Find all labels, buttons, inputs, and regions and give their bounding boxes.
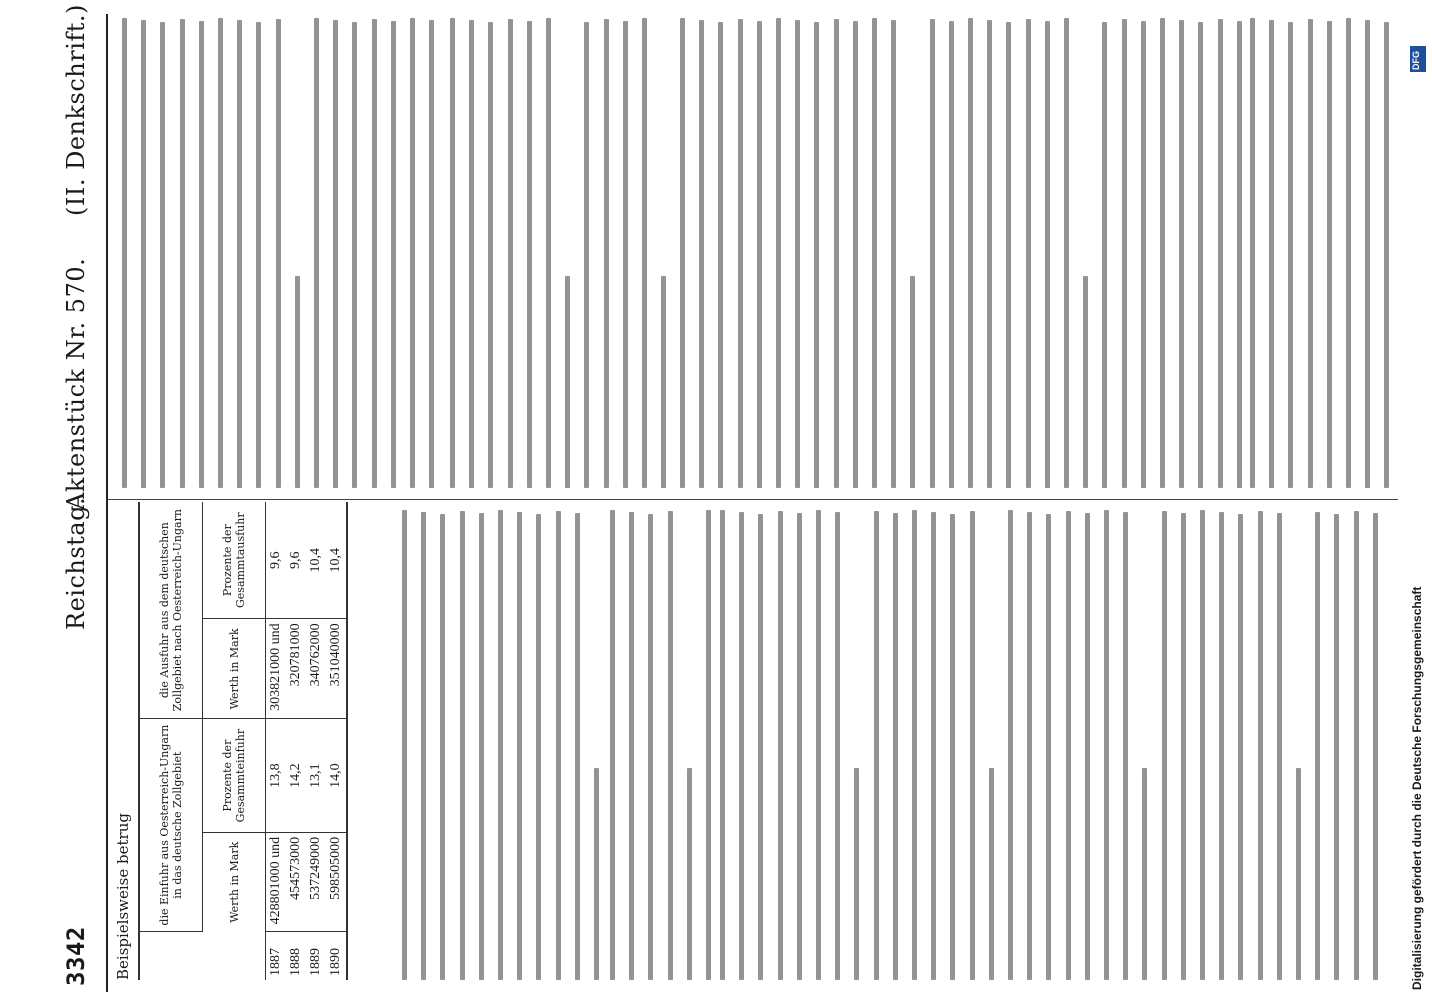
illegible-text-line [835, 512, 840, 980]
import-share-header: Prozente der Gesammteinfuhr [203, 719, 266, 833]
illegible-text-line [1026, 19, 1031, 488]
export-value-cell: 320781000 [286, 619, 306, 719]
illegible-text-line [718, 22, 723, 488]
illegible-text-line [874, 511, 879, 980]
table-row [326, 502, 347, 980]
import-share-cell: 13,1 [306, 719, 326, 833]
illegible-text-line [872, 18, 877, 488]
dfg-logo [1410, 46, 1426, 72]
illegible-text-line [757, 21, 762, 488]
illegible-text-line [122, 18, 127, 488]
illegible-text-line [1258, 511, 1263, 980]
illegible-text-line [575, 513, 580, 980]
table-row [286, 502, 306, 980]
illegible-text-line [738, 19, 743, 488]
import-value-cell: 428801000 und [266, 832, 287, 931]
illegible-text-line [352, 22, 357, 488]
illegible-text-line [1269, 20, 1274, 488]
illegible-text-line [912, 510, 917, 980]
act-number: Aktenstück Nr. 570. [62, 257, 90, 510]
year-cell: 1890 [326, 932, 347, 981]
illegible-text-line [834, 19, 839, 488]
illegible-text-line [1346, 18, 1351, 488]
illegible-text-line [797, 513, 802, 980]
illegible-text-line [720, 510, 725, 980]
illegible-text-line [565, 276, 570, 488]
illegible-text-line [1308, 19, 1313, 488]
illegible-text-line [1046, 514, 1051, 980]
illegible-text-line [623, 21, 628, 488]
illegible-text-line [1123, 512, 1128, 980]
illegible-text-line [968, 18, 973, 488]
illegible-text-line [594, 768, 599, 980]
chamber-name: Reichstag. [62, 496, 90, 630]
illegible-text-line [141, 20, 146, 488]
illegible-text-line [479, 513, 484, 980]
import-value-cell: 598505000 [326, 832, 347, 931]
page-number: 3342 [62, 926, 90, 986]
illegible-text-line [517, 512, 522, 980]
illegible-text-line [180, 19, 185, 488]
illegible-text-line [816, 510, 821, 980]
illegible-text-line [1334, 514, 1339, 980]
illegible-text-line [893, 513, 898, 980]
import-share-cell: 14,2 [286, 719, 306, 833]
export-share-cell: 9,6 [286, 502, 306, 619]
year-cell: 1889 [308, 948, 323, 976]
year-cell: 1887 [268, 948, 283, 976]
illegible-text-line [391, 21, 396, 488]
illegible-text-line [1354, 511, 1359, 980]
table-caption: Beispielsweise betrug [114, 813, 132, 980]
illegible-text-line [314, 18, 319, 488]
illegible-text-line [1160, 18, 1165, 488]
import-value-header: Werth in Mark [203, 832, 266, 931]
illegible-text-line [372, 19, 377, 488]
illegible-text-line [910, 276, 915, 488]
illegible-text-line [333, 20, 338, 488]
year-column-header [139, 932, 266, 981]
illegible-text-line [536, 514, 541, 980]
illegible-text-line [1200, 510, 1205, 980]
import-share-cell: 13,8 [266, 719, 287, 833]
table-row [306, 502, 326, 980]
export-share-cell: 9,6 [266, 502, 287, 619]
import-value-cell: 537249000 [306, 832, 326, 931]
illegible-text-line [160, 22, 165, 488]
illegible-text-line [199, 21, 204, 488]
illegible-text-line [778, 511, 783, 980]
illegible-text-line [1315, 512, 1320, 980]
illegible-text-line [854, 768, 859, 980]
illegible-text-line [680, 18, 685, 488]
trade-statistics-table [138, 502, 348, 980]
illegible-text-line [795, 20, 800, 488]
illegible-text-line [1365, 20, 1370, 488]
illegible-text-line [604, 19, 609, 488]
illegible-text-line [1219, 512, 1224, 980]
illegible-text-line [1085, 513, 1090, 980]
illegible-text-line [1142, 768, 1147, 980]
illegible-text-line [970, 511, 975, 980]
illegible-text-line [429, 20, 434, 488]
illegible-text-line [1218, 19, 1223, 488]
illegible-text-line [987, 20, 992, 488]
illegible-text-line [1198, 22, 1203, 488]
export-share-cell: 10,4 [326, 502, 347, 619]
illegible-text-line [450, 18, 455, 488]
illegible-text-line [706, 510, 711, 980]
illegible-text-line [1181, 513, 1186, 980]
export-value-header: Werth in Mark [203, 619, 266, 719]
digitization-credit: Digitalisierung gefördert durch die Deutsche Forschungsgemeinschaft [1410, 586, 1424, 990]
export-group-header: die Ausfuhr aus dem deutschen Zollgebiet nach Oesterreich-Ungarn [139, 502, 203, 719]
illegible-text-line [498, 510, 503, 980]
illegible-text-line [1102, 22, 1107, 488]
year-cell: 1888 [288, 948, 303, 976]
illegible-text-line [527, 21, 532, 488]
illegible-text-line [421, 512, 426, 980]
import-share-cell: 14,0 [326, 719, 347, 833]
illegible-text-line [1250, 18, 1255, 488]
illegible-text-line [584, 22, 589, 488]
illegible-text-line [776, 18, 781, 488]
export-value-cell: 351040000 [326, 619, 347, 719]
document-note: (II. Denkschrift.) [62, 4, 90, 216]
illegible-text-line [1162, 511, 1167, 980]
illegible-text-line [469, 20, 474, 488]
illegible-text-line [295, 276, 300, 488]
illegible-text-line [1179, 20, 1184, 488]
illegible-text-line [814, 22, 819, 488]
illegible-text-line [410, 18, 415, 488]
illegible-text-line [1277, 513, 1282, 980]
illegible-text-line [687, 768, 692, 980]
running-head [62, 4, 102, 986]
illegible-text-line [1045, 21, 1050, 488]
illegible-text-line [642, 18, 647, 488]
illegible-text-line [891, 20, 896, 488]
illegible-text-line [1008, 510, 1013, 980]
import-value-cell: 454573000 [286, 832, 306, 931]
illegible-text-line [668, 511, 673, 980]
illegible-text-line [1288, 22, 1293, 488]
illegible-text-line [758, 514, 763, 980]
column-divider [108, 499, 1398, 500]
illegible-text-line [1064, 18, 1069, 488]
illegible-text-line [460, 511, 465, 980]
illegible-text-line [629, 512, 634, 980]
illegible-text-line [488, 22, 493, 488]
illegible-text-line [1373, 513, 1378, 980]
illegible-text-line [950, 514, 955, 980]
illegible-text-line [1141, 21, 1146, 488]
illegible-text-line [237, 20, 242, 488]
illegible-text-line [1066, 511, 1071, 980]
illegible-text-line [931, 512, 936, 980]
illegible-text-line [1384, 22, 1389, 488]
illegible-text-line [989, 768, 994, 980]
illegible-text-line [546, 18, 551, 488]
illegible-text-line [1237, 21, 1242, 488]
illegible-text-line [1006, 22, 1011, 488]
illegible-text-line [1327, 21, 1332, 488]
illegible-text-line [1122, 19, 1127, 488]
rotated-document-page [10, 0, 1410, 1000]
export-value-cell: 303821000 und [266, 619, 287, 719]
dfg-logo-text: DFG [1411, 51, 1421, 70]
illegible-text-line [256, 22, 261, 488]
illegible-text-line [1238, 514, 1243, 980]
illegible-text-line [739, 512, 744, 980]
header-rule [106, 14, 108, 992]
export-share-cell: 10,4 [306, 502, 326, 619]
export-value-cell: 340762000 [306, 619, 326, 719]
illegible-text-line [610, 510, 615, 980]
illegible-text-line [402, 510, 407, 980]
import-group-header: die Einfuhr aus Oesterreich-Ungarn in das deutsche Zollgebiet [139, 719, 203, 932]
illegible-text-line [1104, 510, 1109, 980]
illegible-text-line [1027, 512, 1032, 980]
illegible-text-line [556, 511, 561, 980]
illegible-text-line [661, 276, 666, 488]
illegible-text-line [930, 19, 935, 488]
illegible-text-line [648, 514, 653, 980]
illegible-text-line [276, 19, 281, 488]
table-row [266, 502, 287, 980]
illegible-text-line [853, 21, 858, 488]
illegible-text-line [699, 20, 704, 488]
illegible-text-line [1296, 768, 1301, 980]
illegible-text-line [440, 514, 445, 980]
illegible-text-line [1083, 276, 1088, 488]
illegible-text-line [949, 21, 954, 488]
export-share-header: Prozente der Gesammtausfuhr [203, 502, 266, 619]
illegible-text-line [508, 19, 513, 488]
illegible-text-line [218, 18, 223, 488]
